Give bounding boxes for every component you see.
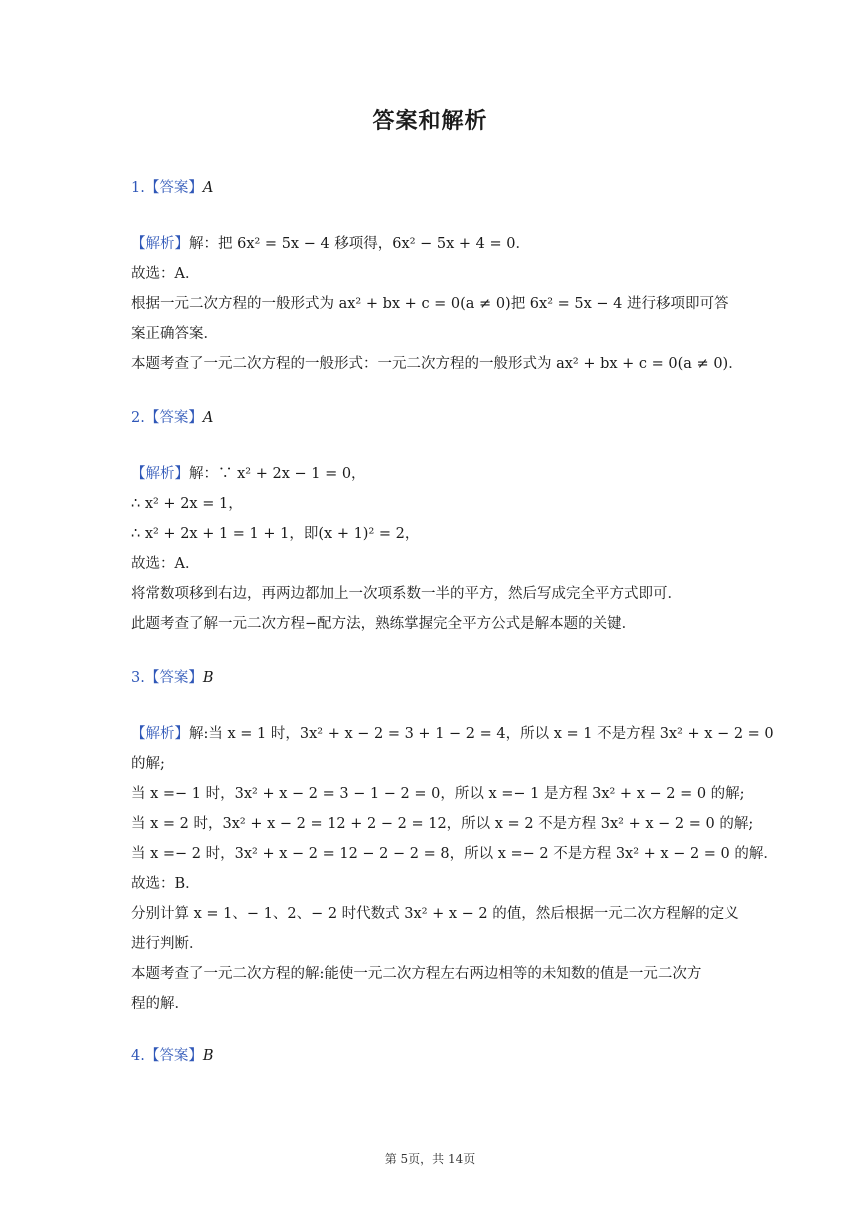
text-line: 当 x =− 1 时，3x² + x − 2 = 3 − 1 − 2 = 0，所以 x =− 1 是方程 3x² + x − 2 = 0 的解; <box>131 786 745 802</box>
answer-line-2 <box>131 406 213 427</box>
text-line: 当 x =− 2 时，3x² + x − 2 = 12 − 2 − 2 = 8，所以 x =− 2 不是方程 3x² + x − 2 = 0 的解． <box>131 846 778 862</box>
answer-line-3 <box>131 666 214 687</box>
text-line: ∴ x² + 2x = 1， <box>131 496 243 512</box>
text-line: 根据一元二次方程的一般形式为 ax² + bx + c = 0(a ≠ 0)把 6x² = 5x − 4 进行移项即可答 <box>131 296 729 312</box>
answer-letter: B <box>202 1048 214 1064</box>
text-line: 故选：A． <box>131 266 200 282</box>
text-line: 当 x = 2 时，3x² + x − 2 = 12 + 2 − 2 = 12，所以 x = 2 不是方程 3x² + x − 2 = 0 的解; <box>131 816 754 832</box>
analysis-line <box>131 462 366 483</box>
text-line: 解：∵ x² + 2x − 1 = 0， <box>189 466 366 482</box>
answer-prefix: 1.【答案】 <box>131 180 203 196</box>
analysis-tag: 【解析】 <box>131 726 189 742</box>
answer-prefix: 2.【答案】 <box>131 410 203 426</box>
answer-letter: A <box>202 410 214 426</box>
text-line: 此题考查了解一元二次方程−配方法，熟练掌握完全平方公式是解本题的关键． <box>131 616 637 632</box>
text-line: 案正确答案． <box>131 326 218 342</box>
page-title: 答案和解析 <box>372 109 488 134</box>
text-line: 故选：A． <box>131 556 200 572</box>
text-line: 本题考查了一元二次方程的一般形式：一元二次方程的一般形式为 ax² + bx + c = 0(a ≠ 0)． <box>131 356 743 372</box>
text-line: 故选：B． <box>131 876 200 892</box>
answer-letter: B <box>202 670 214 686</box>
text-line: ∴ x² + 2x + 1 = 1 + 1，即(x + 1)² = 2， <box>131 526 420 542</box>
answer-letter: A <box>202 180 214 196</box>
answer-line-1 <box>131 176 213 197</box>
analysis-line <box>131 722 774 743</box>
page-footer: 第 5页，共 14页 <box>384 1152 476 1166</box>
analysis-tag: 【解析】 <box>131 236 189 252</box>
text-line: 本题考查了一元二次方程的解:能使一元二次方程左右两边相等的未知数的值是一元二次方 <box>131 966 702 982</box>
answer-prefix: 4.【答案】 <box>131 1048 203 1064</box>
answer-prefix: 3.【答案】 <box>131 670 203 686</box>
text-line: 解：把 6x² = 5x − 4 移项得，6x² − 5x + 4 = 0． <box>189 236 530 252</box>
text-line: 解:当 x = 1 时，3x² + x − 2 = 3 + 1 − 2 = 4，所以 x = 1 不是方程 3x² + x − 2 = 0 <box>189 726 774 742</box>
text-line: 的解; <box>131 756 165 772</box>
text-line: 分别计算 x = 1、− 1、2、− 2 时代数式 3x² + x − 2 的值，然后根据一元二次方程解的定义 <box>131 906 739 922</box>
text-line: 程的解． <box>131 996 189 1012</box>
text-line: 进行判断． <box>131 936 204 952</box>
analysis-line <box>131 232 530 253</box>
analysis-tag: 【解析】 <box>131 466 189 482</box>
answer-line-4 <box>131 1044 214 1065</box>
text-line: 将常数项移到右边，再两边都加上一次项系数一半的平方，然后写成完全平方式即可． <box>131 586 682 602</box>
